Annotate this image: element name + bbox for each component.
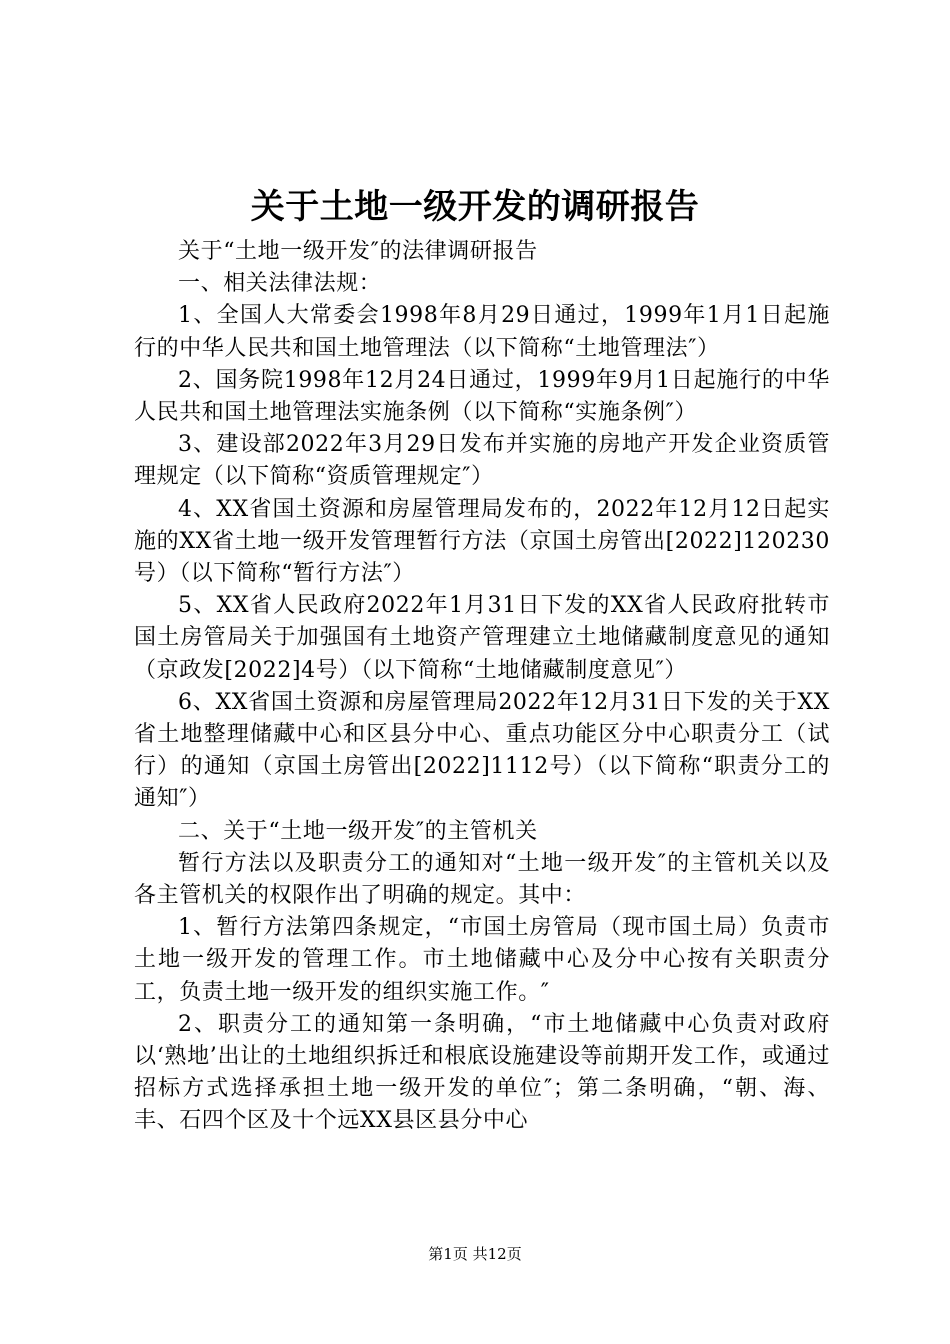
paragraph-authority-1: 1、暂行方法第四条规定，“市国土房管局（现市国土局）负责市土地一级开发的管理工作。市土地储藏中心及分中心按有关职责分工，负责土地一级开发的组织实施工作。″ (134, 915, 830, 1005)
page-footer: 第1页 共12页 (428, 1245, 522, 1263)
paragraph-law-1: 1、全国人大常委会1998年8月29日通过，1999年1月1日起施行的中华人民共和国土地管理法（以下简称“土地管理法″） (134, 303, 830, 361)
paragraph-law-2: 2、国务院1998年12月24日通过，1999年9月1日起施行的中华人民共和国土地管理法实施条例（以下简称“实施条例″） (134, 367, 830, 426)
paragraph-subtitle: 关于“土地一级开发″的法律调研报告 (178, 239, 538, 264)
section-heading-authority: 二、关于“土地一级开发″的主管机关 (178, 818, 538, 844)
paragraph-authority-2: 2、职责分工的通知第一条明确，“市土地储藏中心负责对政府以‘熟地’出让的土地组织拆迁和根底设施建设等前期开发工作，或通过招标方式选择承担土地一级开发的单位″；第二条明确，“朝、海、丰、石四个区及十个远XX县区县分中心 (134, 1011, 830, 1134)
paragraph-law-3: 3、建设部2022年3月29日发布并实施的房地产开发企业资质管理规定（以下简称“资质管理规定″） (134, 432, 830, 490)
section-heading-laws: 一、相关法律法规： (178, 271, 382, 297)
paragraph-law-5: 5、XX省人民政府2022年1月31日下发的XX省人民政府批转市国土房管局关于加强国有土地资产管理建立土地储藏制度意见的通知（京政发[2022]4号）（以下简称“土地储藏制度意见″） (134, 593, 830, 683)
paragraph-law-4: 4、XX省国土资源和房屋管理局发布的，2022年12月12日起实施的XX省土地一级开发管理暂行方法（京国土房管出[2022]120230号）（以下简称“暂行方法″） (134, 496, 830, 587)
paragraph-law-6: 6、XX省国土资源和房屋管理局2022年12月31日下发的关于XX省土地整理储藏中心和区县分中心、重点功能区分中心职责分工（试行）的通知（京国土房管出[2022]1112号）（以下简称“职责分工的通知″） (134, 689, 830, 812)
document-title: 关于土地一级开发的调研报告 (250, 187, 700, 227)
document-body (134, 236, 830, 1138)
paragraph-authority-intro: 暂行方法以及职责分工的通知对“土地一级开发″的主管机关以及各主管机关的权限作出了明确的规定。其中： (134, 850, 830, 909)
